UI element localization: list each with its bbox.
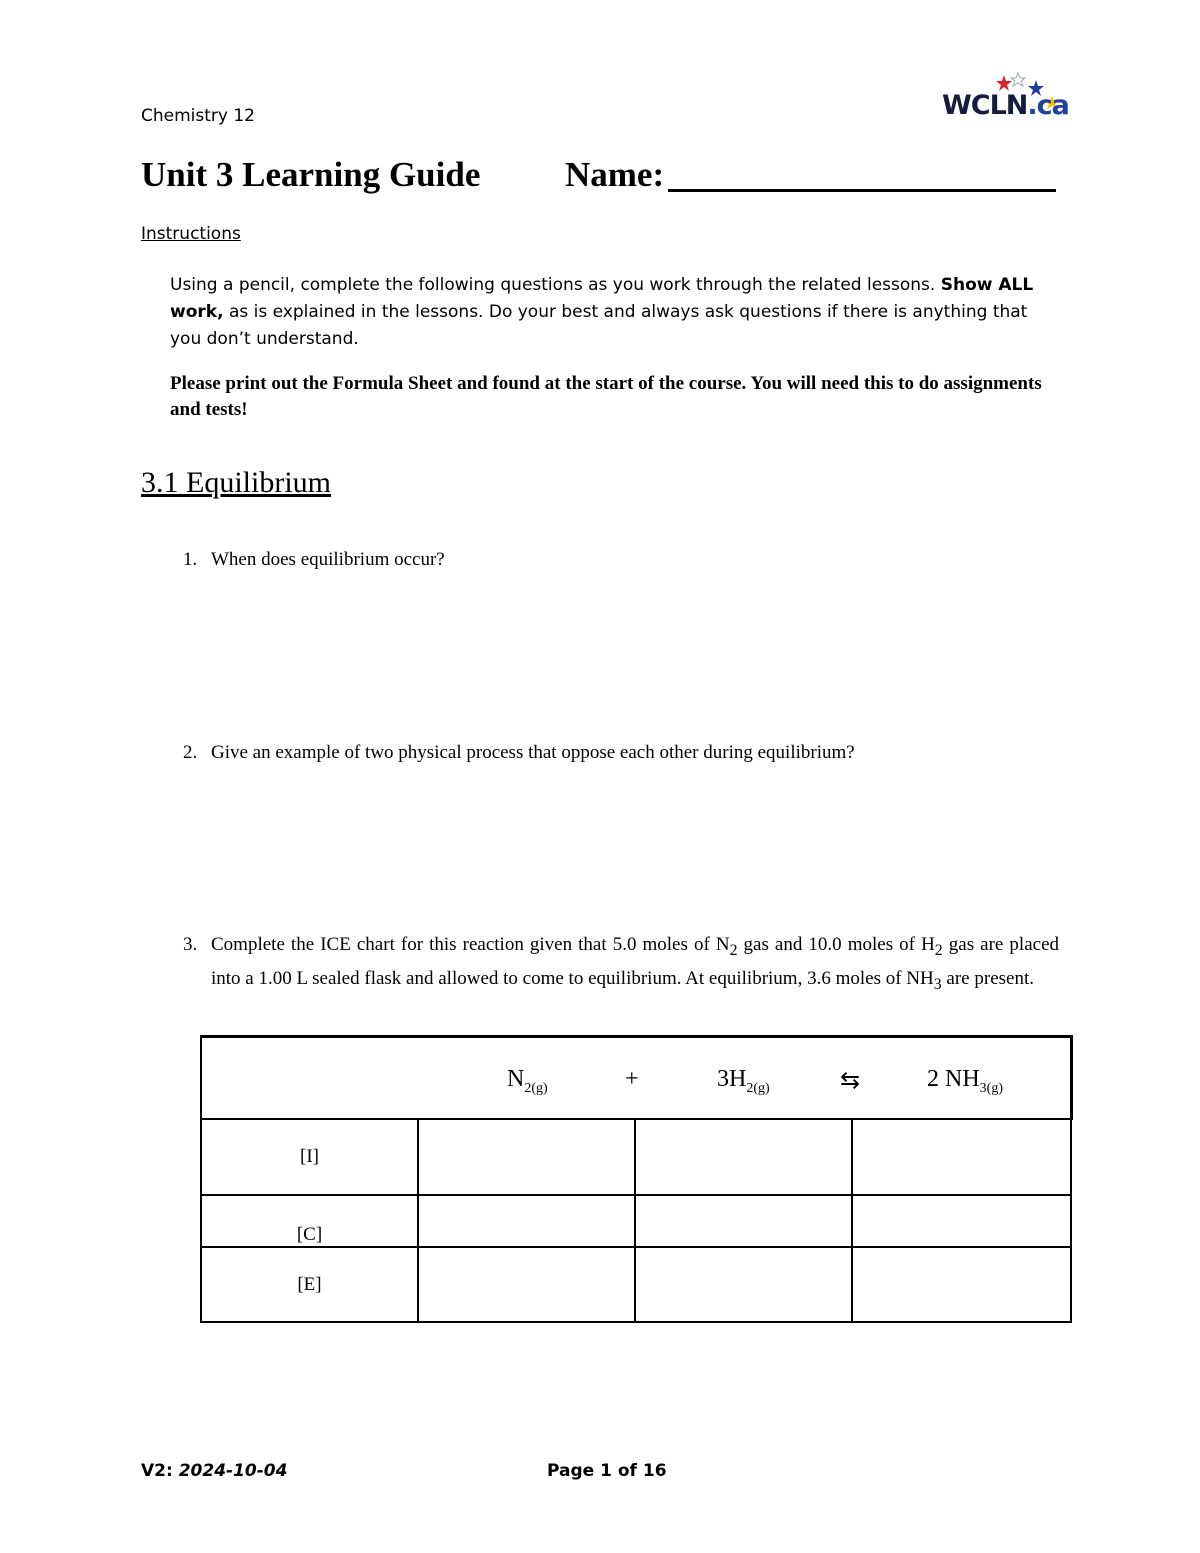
product-nh3: [927, 1066, 1003, 1097]
ice-row-equilibrium: [201, 1247, 1071, 1322]
page-total: 16: [642, 1461, 667, 1481]
answer-cell[interactable]: [418, 1247, 635, 1322]
answer-cell[interactable]: [418, 1195, 635, 1247]
question-text-part: Complete the ICE chart for this reaction given that 5.0 moles of N: [211, 934, 730, 955]
question-text-part: gas are placed into a 1.00 L sealed flask and allowed to come to equilibrium. At equilibrium, 3.6 moles of NH: [211, 934, 1059, 989]
version-date: 2024-10-04: [178, 1461, 288, 1481]
page-label: Page: [547, 1461, 601, 1481]
question-1: [0, 546, 1200, 576]
footer-version: [141, 1461, 287, 1481]
reaction-equation: [202, 1038, 1070, 1118]
subscript: 2: [729, 941, 738, 959]
question-2: [0, 739, 1200, 769]
page-title: Unit 3 Learning Guide: [141, 155, 481, 194]
instructions-heading: Instructions: [141, 224, 241, 244]
ice-table: [200, 1035, 1073, 1323]
name-label: Name:: [565, 155, 665, 194]
footer-page-number: [547, 1461, 667, 1481]
answer-cell[interactable]: [635, 1247, 852, 1322]
h2-subscript: 2(g): [746, 1080, 770, 1096]
question-number: 2.: [183, 742, 198, 763]
ice-chart: [200, 1035, 1070, 1320]
n2-symbol: N: [507, 1066, 525, 1092]
answer-cell[interactable]: [852, 1247, 1071, 1322]
logo-suffix-text: .ca: [1027, 90, 1069, 121]
answer-cell[interactable]: [635, 1119, 852, 1195]
nh3-subscript: 3(g): [979, 1080, 1003, 1096]
question-3: [0, 931, 1200, 1021]
instructions-text-1: Using a pencil, complete the following questions as you work through the related lessons.: [170, 275, 941, 295]
logo-main-text: WCLN: [942, 90, 1028, 121]
question-text: Give an example of two physical process that oppose each other during equilibrium?: [211, 742, 855, 763]
reactant-n2: [507, 1066, 548, 1097]
subscript: 2: [934, 941, 943, 959]
page-num: 1: [600, 1461, 612, 1481]
formula-sheet-note: Please print out the Formula Sheet and found at the start of the course. You will need this to do assignments and tests!: [170, 373, 1042, 420]
question-number: 3.: [183, 934, 198, 955]
ice-row-initial: [201, 1119, 1071, 1195]
answer-cell[interactable]: [852, 1119, 1071, 1195]
reaction-equation-cell: [201, 1037, 1071, 1120]
course-name: Chemistry 12: [141, 106, 255, 126]
row-label: [I]: [201, 1119, 418, 1195]
nh3-symbol: 2 NH: [927, 1066, 980, 1092]
question-number: 1.: [183, 549, 198, 570]
answer-cell[interactable]: [418, 1119, 635, 1195]
question-text-part: gas and 10.0 moles of H: [737, 934, 935, 955]
equilibrium-arrow-icon: ⇆: [840, 1068, 861, 1094]
section-heading: 3.1 Equilibrium: [141, 466, 331, 499]
plus-sign: +: [625, 1066, 639, 1092]
wcln-logo: [940, 72, 1069, 124]
row-label: [E]: [201, 1247, 418, 1322]
row-label: [C]: [201, 1195, 418, 1247]
question-text: When does equilibrium occur?: [211, 549, 445, 570]
answer-cell[interactable]: [635, 1195, 852, 1247]
instructions-body: [170, 272, 1060, 353]
question-text-part: are present.: [941, 967, 1034, 989]
subscript: 3: [933, 975, 942, 993]
reactant-h2: [717, 1066, 770, 1097]
n2-subscript: 2(g): [524, 1080, 548, 1096]
page-of: of: [611, 1461, 643, 1481]
question-text: [211, 931, 1059, 999]
logo-wordmark: [942, 90, 1069, 121]
version-label: V2:: [141, 1461, 179, 1481]
ice-row-change: [201, 1195, 1071, 1247]
h2-symbol: 3H: [717, 1066, 747, 1092]
instructions-bold-text: Show ALL work,: [170, 275, 1034, 322]
answer-cell[interactable]: [852, 1195, 1071, 1247]
instructions-text-2: as is explained in the lessons. Do your best and always ask questions if there is anything that you don’t understand.: [170, 302, 1028, 349]
name-field-line[interactable]: [668, 189, 1056, 192]
ice-header-row: [201, 1037, 1071, 1120]
